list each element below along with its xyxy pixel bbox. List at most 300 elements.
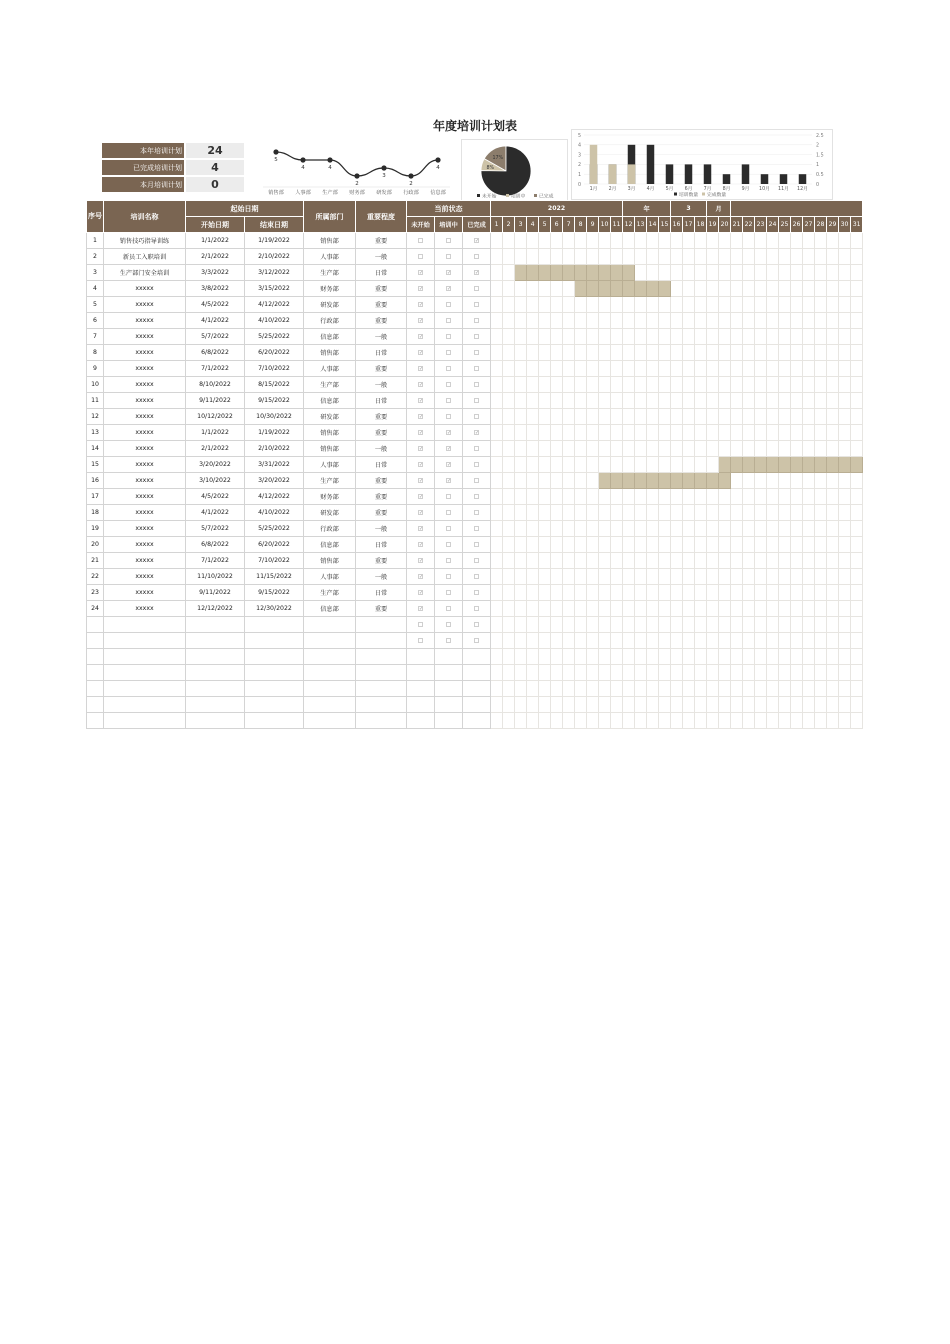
status-checkbox[interactable]	[474, 478, 479, 483]
status-pie-chart	[461, 139, 568, 201]
row-start-date: 4/1/2022	[186, 505, 245, 521]
gantt-day-cell	[755, 249, 767, 265]
row-end-date: 9/15/2022	[245, 585, 304, 601]
status-checkbox[interactable]	[474, 366, 479, 371]
gantt-day-cell	[731, 265, 743, 281]
status-checkbox[interactable]: ✓	[419, 397, 424, 404]
gantt-day-cell	[503, 441, 515, 457]
status-checkbox[interactable]: ✓	[475, 237, 480, 244]
status-checkbox[interactable]	[474, 302, 479, 307]
status-checkbox[interactable]: ✓	[419, 573, 424, 580]
status-checkbox[interactable]	[474, 590, 479, 595]
status-checkbox[interactable]: ✓	[475, 429, 480, 436]
gantt-day-cell	[731, 569, 743, 585]
row-start-date: 2/1/2022	[186, 249, 245, 265]
empty-cell	[356, 649, 407, 665]
gantt-bar-cell	[563, 265, 575, 281]
gantt-day-cell	[623, 489, 635, 505]
status-checkbox[interactable]	[446, 414, 451, 419]
gantt-day-cell	[743, 681, 755, 697]
status-checkbox[interactable]: ✓	[419, 509, 424, 516]
status-checkbox[interactable]: ✓	[475, 269, 480, 276]
gantt-day-cell	[827, 313, 839, 329]
status-checkbox[interactable]	[446, 510, 451, 515]
bar-y-right-tick: 0.5	[816, 173, 824, 178]
gantt-day-cell	[635, 457, 647, 473]
row-start-date: 9/11/2022	[186, 585, 245, 601]
line-data-label: 2	[409, 181, 413, 187]
gantt-day-cell	[683, 345, 695, 361]
status-checkbox[interactable]: ✓	[419, 301, 424, 308]
row-end-date: 10/30/2022	[245, 409, 304, 425]
gantt-day-cell	[539, 521, 551, 537]
gantt-day-cell	[695, 633, 707, 649]
row-start-date: 11/10/2022	[186, 569, 245, 585]
row-importance: 一般	[356, 377, 407, 393]
gantt-day-cell	[743, 665, 755, 681]
gantt-day-cell	[815, 249, 827, 265]
status-checkbox[interactable]	[418, 638, 423, 643]
gantt-day-cell	[515, 649, 527, 665]
gantt-day-cell	[731, 697, 743, 713]
gantt-day-cell	[827, 585, 839, 601]
gantt-day-cell	[719, 441, 731, 457]
gantt-day-cell	[503, 553, 515, 569]
status-checkbox[interactable]	[446, 318, 451, 323]
status-checkbox[interactable]	[446, 558, 451, 563]
gantt-day-cell	[707, 665, 719, 681]
status-checkbox[interactable]: ✓	[419, 269, 424, 276]
gantt-day-cell	[491, 345, 503, 361]
status-checkbox[interactable]	[446, 638, 451, 643]
gantt-day-cell	[755, 617, 767, 633]
status-checkbox[interactable]: ✓	[419, 349, 424, 356]
status-checkbox[interactable]: ✓	[419, 445, 424, 452]
status-checkbox[interactable]	[446, 574, 451, 579]
row-importance: 一般	[356, 521, 407, 537]
bar-legend-label: 完成数量	[707, 193, 727, 198]
gantt-day-cell	[755, 377, 767, 393]
gantt-day-cell	[851, 281, 863, 297]
gantt-day-cell	[719, 521, 731, 537]
gantt-day-cell	[551, 665, 563, 681]
gantt-day-cell	[551, 425, 563, 441]
gantt-day-cell	[791, 505, 803, 521]
gantt-day-cell	[839, 697, 851, 713]
gantt-day-cell	[539, 617, 551, 633]
line-point	[408, 173, 413, 178]
row-importance: 重要	[356, 409, 407, 425]
bar-training-count	[742, 164, 750, 184]
gantt-day-cell	[611, 313, 623, 329]
status-checkbox[interactable]: ✓	[419, 429, 424, 436]
row-end-date: 1/19/2022	[245, 425, 304, 441]
gantt-day-cell	[779, 585, 791, 601]
status-checkbox[interactable]	[474, 542, 479, 547]
gantt-day-cell	[527, 345, 539, 361]
row-status-in-training	[435, 393, 463, 409]
status-checkbox[interactable]	[446, 334, 451, 339]
status-checkbox[interactable]: ✓	[447, 429, 452, 436]
row-status-cell	[435, 617, 463, 633]
status-checkbox[interactable]: ✓	[419, 605, 424, 612]
gantt-day-cell	[659, 697, 671, 713]
status-checkbox[interactable]	[446, 350, 451, 355]
gantt-day-cell	[611, 297, 623, 313]
gantt-day-cell	[707, 297, 719, 313]
bar-y-left-tick: 4	[577, 143, 581, 149]
gantt-day-cell	[551, 553, 563, 569]
row-seq: 12	[87, 409, 104, 425]
gantt-day-cell	[491, 505, 503, 521]
status-checkbox[interactable]: ✓	[419, 333, 424, 340]
gantt-day-cell	[611, 249, 623, 265]
status-checkbox[interactable]	[474, 334, 479, 339]
status-checkbox[interactable]	[446, 302, 451, 307]
gantt-day-cell	[527, 441, 539, 457]
gantt-day-cell	[743, 489, 755, 505]
row-status-not-started	[407, 249, 435, 265]
gantt-day-cell	[671, 697, 683, 713]
row-importance: 重要	[356, 233, 407, 249]
gantt-day-cell	[743, 713, 755, 729]
gantt-day-cell	[635, 297, 647, 313]
gantt-day-cell	[623, 585, 635, 601]
gantt-day-cell	[707, 521, 719, 537]
status-checkbox[interactable]: ✓	[447, 445, 452, 452]
gantt-day-cell	[767, 601, 779, 617]
gantt-bar-cell	[755, 457, 767, 473]
status-checkbox[interactable]: ✓	[447, 269, 452, 276]
gantt-day-cell	[635, 505, 647, 521]
row-status-completed	[463, 409, 491, 425]
status-checkbox[interactable]	[474, 398, 479, 403]
gantt-day-cell	[575, 553, 587, 569]
gantt-day-cell	[719, 569, 731, 585]
status-checkbox[interactable]	[446, 494, 451, 499]
status-checkbox[interactable]	[446, 526, 451, 531]
gantt-day-cell	[695, 329, 707, 345]
status-checkbox[interactable]	[474, 414, 479, 419]
gantt-bar-cell	[659, 473, 671, 489]
status-checkbox[interactable]	[474, 494, 479, 499]
gantt-day-cell	[611, 409, 623, 425]
status-checkbox[interactable]	[446, 382, 451, 387]
gantt-day-cell	[707, 249, 719, 265]
gantt-day-cell	[539, 281, 551, 297]
summary-label: 已完成培训计划	[102, 160, 184, 175]
gantt-day-cell	[851, 521, 863, 537]
status-checkbox[interactable]	[474, 622, 479, 627]
gantt-day-cell	[635, 553, 647, 569]
status-checkbox[interactable]	[474, 558, 479, 563]
status-checkbox[interactable]	[474, 574, 479, 579]
row-training-name: xxxxx	[104, 457, 186, 473]
gantt-day-cell	[647, 345, 659, 361]
gantt-day-cell	[839, 521, 851, 537]
status-checkbox[interactable]	[446, 398, 451, 403]
gantt-day-cell	[731, 233, 743, 249]
gantt-day-cell	[683, 617, 695, 633]
row-seq: 13	[87, 425, 104, 441]
status-checkbox[interactable]: ✓	[447, 285, 452, 292]
gantt-day-cell	[851, 489, 863, 505]
status-checkbox[interactable]: ✓	[447, 477, 452, 484]
status-checkbox[interactable]	[474, 318, 479, 323]
gantt-day-cell	[551, 345, 563, 361]
gantt-day-cell	[635, 537, 647, 553]
table-row-empty	[87, 681, 863, 697]
line-point	[381, 165, 386, 170]
gantt-day-cell	[815, 505, 827, 521]
calendar-day-header: 11	[611, 217, 623, 233]
gantt-day-cell	[695, 521, 707, 537]
gantt-bar-cell	[635, 281, 647, 297]
status-checkbox[interactable]: ✓	[419, 285, 424, 292]
gantt-day-cell	[647, 425, 659, 441]
row-status-not-started	[407, 441, 435, 457]
status-checkbox[interactable]	[446, 590, 451, 595]
gantt-bar-cell	[599, 265, 611, 281]
gantt-day-cell	[671, 633, 683, 649]
calendar-day-header: 27	[803, 217, 815, 233]
gantt-day-cell	[827, 553, 839, 569]
gantt-day-cell	[647, 569, 659, 585]
gantt-day-cell	[851, 297, 863, 313]
status-checkbox[interactable]	[474, 350, 479, 355]
status-checkbox[interactable]	[418, 238, 423, 243]
line-data-label: 3	[382, 173, 386, 179]
status-checkbox[interactable]	[446, 542, 451, 547]
gantt-day-cell	[767, 233, 779, 249]
gantt-day-cell	[767, 697, 779, 713]
gantt-day-cell	[767, 617, 779, 633]
status-checkbox[interactable]	[474, 446, 479, 451]
bar-x-tick-label: 6月	[684, 187, 693, 192]
gantt-day-cell	[671, 521, 683, 537]
gantt-day-cell	[659, 297, 671, 313]
row-status-not-started	[407, 393, 435, 409]
gantt-day-cell	[599, 441, 611, 457]
gantt-day-cell	[491, 457, 503, 473]
row-status-completed	[463, 569, 491, 585]
gantt-day-cell	[683, 681, 695, 697]
gantt-day-cell	[755, 489, 767, 505]
bar-y-right-tick: 2	[816, 143, 820, 149]
gantt-day-cell	[695, 377, 707, 393]
status-checkbox[interactable]: ✓	[419, 541, 424, 548]
empty-cell	[304, 697, 356, 713]
status-checkbox[interactable]: ✓	[419, 589, 424, 596]
gantt-day-cell	[719, 329, 731, 345]
status-checkbox[interactable]	[474, 382, 479, 387]
row-department: 销售部	[304, 345, 356, 361]
gantt-day-cell	[527, 537, 539, 553]
gantt-day-cell	[839, 489, 851, 505]
gantt-day-cell	[839, 665, 851, 681]
table-row	[87, 345, 863, 361]
empty-cell	[356, 617, 407, 633]
gantt-day-cell	[599, 665, 611, 681]
gantt-day-cell	[671, 393, 683, 409]
gantt-day-cell	[491, 617, 503, 633]
calendar-day-header: 25	[779, 217, 791, 233]
row-training-name: xxxxx	[104, 601, 186, 617]
gantt-day-cell	[575, 313, 587, 329]
gantt-day-cell	[815, 393, 827, 409]
calendar-day-header: 18	[695, 217, 707, 233]
gantt-day-cell	[515, 313, 527, 329]
row-status-completed	[463, 393, 491, 409]
gantt-day-cell	[839, 233, 851, 249]
status-checkbox[interactable]: ✓	[419, 477, 424, 484]
status-checkbox[interactable]: ✓	[419, 461, 424, 468]
gantt-day-cell	[683, 537, 695, 553]
gantt-day-cell	[635, 313, 647, 329]
gantt-day-cell	[527, 617, 539, 633]
gantt-day-cell	[839, 425, 851, 441]
gantt-day-cell	[647, 713, 659, 729]
gantt-day-cell	[743, 617, 755, 633]
summary-label: 本年培训计划	[102, 143, 184, 158]
row-status-in-training	[435, 441, 463, 457]
gantt-day-cell	[827, 681, 839, 697]
gantt-day-cell	[803, 473, 815, 489]
gantt-day-cell	[827, 441, 839, 457]
gantt-bar-cell	[671, 473, 683, 489]
gantt-day-cell	[827, 249, 839, 265]
gantt-day-cell	[491, 281, 503, 297]
bar-x-tick-label: 5月	[665, 187, 674, 192]
gantt-day-cell	[779, 409, 791, 425]
empty-cell	[245, 697, 304, 713]
gantt-day-cell	[851, 329, 863, 345]
gantt-day-cell	[839, 537, 851, 553]
gantt-day-cell	[563, 361, 575, 377]
row-end-date: 7/10/2022	[245, 553, 304, 569]
gantt-day-cell	[575, 473, 587, 489]
gantt-day-cell	[683, 265, 695, 281]
empty-cell	[356, 633, 407, 649]
table-row	[87, 329, 863, 345]
gantt-day-cell	[719, 313, 731, 329]
status-checkbox[interactable]	[474, 526, 479, 531]
gantt-day-cell	[647, 457, 659, 473]
status-checkbox[interactable]	[418, 622, 423, 627]
row-seq: 3	[87, 265, 104, 281]
row-start-date: 6/8/2022	[186, 345, 245, 361]
row-training-name: 生产部门安全培训	[104, 265, 186, 281]
gantt-day-cell	[527, 393, 539, 409]
status-checkbox[interactable]	[446, 622, 451, 627]
gantt-day-cell	[827, 329, 839, 345]
row-status-completed	[463, 297, 491, 313]
col-header-in-training: 培训中	[435, 217, 463, 233]
gantt-day-cell	[659, 521, 671, 537]
gantt-day-cell	[779, 665, 791, 681]
gantt-day-cell	[563, 665, 575, 681]
row-status-cell	[435, 681, 463, 697]
row-status-completed	[463, 249, 491, 265]
gantt-day-cell	[611, 633, 623, 649]
status-checkbox[interactable]: ✓	[419, 413, 424, 420]
status-checkbox[interactable]: ✓	[419, 365, 424, 372]
gantt-day-cell	[755, 281, 767, 297]
gantt-day-cell	[743, 505, 755, 521]
row-status-cell	[407, 713, 435, 729]
status-checkbox[interactable]	[474, 462, 479, 467]
row-end-date: 9/15/2022	[245, 393, 304, 409]
row-start-date: 4/5/2022	[186, 489, 245, 505]
gantt-day-cell	[623, 633, 635, 649]
status-checkbox[interactable]	[446, 238, 451, 243]
gantt-day-cell	[683, 521, 695, 537]
gantt-day-cell	[683, 361, 695, 377]
gantt-day-cell	[815, 521, 827, 537]
status-checkbox[interactable]	[446, 606, 451, 611]
bar-x-tick-label: 4月	[646, 187, 655, 192]
gantt-day-cell	[851, 313, 863, 329]
gantt-day-cell	[719, 601, 731, 617]
row-start-date: 4/5/2022	[186, 297, 245, 313]
status-checkbox[interactable]: ✓	[447, 461, 452, 468]
gantt-day-cell	[503, 617, 515, 633]
row-start-date: 3/20/2022	[186, 457, 245, 473]
gantt-day-cell	[647, 233, 659, 249]
empty-cell	[186, 665, 245, 681]
status-checkbox[interactable]	[474, 510, 479, 515]
gantt-day-cell	[815, 473, 827, 489]
gantt-day-cell	[719, 265, 731, 281]
calendar-day-header: 21	[731, 217, 743, 233]
gantt-day-cell	[527, 473, 539, 489]
gantt-day-cell	[563, 521, 575, 537]
gantt-day-cell	[803, 713, 815, 729]
gantt-day-cell	[515, 441, 527, 457]
row-start-date: 2/1/2022	[186, 441, 245, 457]
status-checkbox[interactable]: ✓	[419, 557, 424, 564]
gantt-day-cell	[827, 425, 839, 441]
line-x-tick-label: 人事部	[295, 190, 311, 196]
status-checkbox[interactable]: ✓	[419, 493, 424, 500]
status-checkbox[interactable]	[474, 254, 479, 259]
gantt-day-cell	[803, 681, 815, 697]
gantt-day-cell	[539, 473, 551, 489]
status-checkbox[interactable]	[418, 254, 423, 259]
status-checkbox[interactable]	[474, 606, 479, 611]
status-checkbox[interactable]	[446, 254, 451, 259]
gantt-day-cell	[515, 409, 527, 425]
pie-legend-swatch	[506, 194, 509, 197]
status-checkbox[interactable]	[474, 638, 479, 643]
gantt-bar-cell	[743, 457, 755, 473]
gantt-day-cell	[683, 297, 695, 313]
row-status-in-training	[435, 473, 463, 489]
status-checkbox[interactable]: ✓	[419, 317, 424, 324]
status-checkbox[interactable]	[446, 366, 451, 371]
status-checkbox[interactable]: ✓	[419, 525, 424, 532]
summary-label: 本月培训计划	[102, 177, 184, 192]
gantt-day-cell	[551, 233, 563, 249]
status-checkbox[interactable]	[474, 286, 479, 291]
gantt-day-cell	[515, 297, 527, 313]
gantt-day-cell	[587, 633, 599, 649]
gantt-day-cell	[707, 409, 719, 425]
bar-completed-count	[628, 164, 636, 184]
row-department: 人事部	[304, 249, 356, 265]
status-checkbox[interactable]: ✓	[419, 381, 424, 388]
calendar-day-header: 28	[815, 217, 827, 233]
